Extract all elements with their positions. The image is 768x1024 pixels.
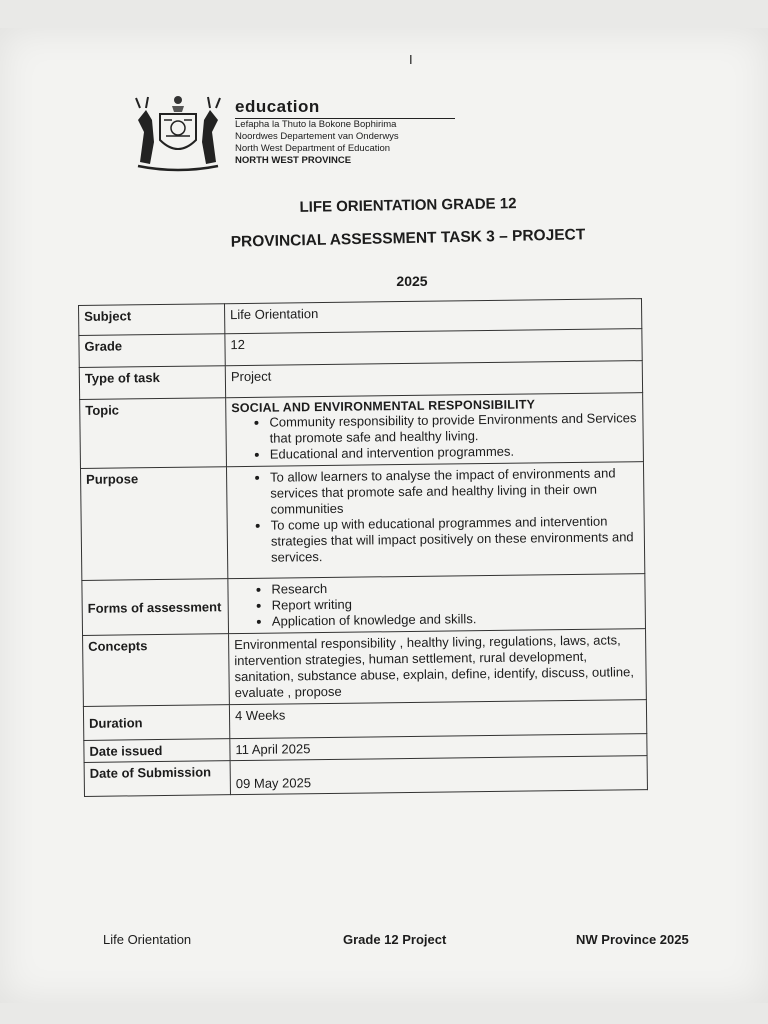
footer-subject: Life Orientation	[103, 932, 192, 947]
list-item: • Research	[271, 577, 639, 597]
table-row	[80, 393, 644, 469]
list-item: • Report writing	[272, 593, 640, 613]
list-item: • To come up with educational programmes and intervention strategies that will impact positively on these environments and services.	[271, 513, 640, 565]
row-value	[226, 393, 644, 467]
table-row	[84, 756, 647, 797]
department-line: North West Department of Education	[235, 143, 391, 154]
row-value: Project	[225, 361, 642, 398]
list-item: • Educational and intervention programmes.	[270, 442, 638, 462]
document-subtitle: PROVINCIAL ASSESSMENT TASK 3 – PROJECT	[230, 226, 586, 251]
row-value: 4 Weeks	[229, 700, 646, 739]
department-line: Noordwes Departement van Onderwys	[235, 131, 399, 142]
row-label: Duration	[83, 705, 229, 741]
list-item: • Community responsibility to provide Environments and Services that promote safe and healthy living.	[269, 410, 637, 446]
row-value: 09 May 2025	[230, 756, 647, 795]
purpose-list	[232, 465, 639, 566]
footer-province: NW Province 2025	[576, 932, 689, 947]
row-label: Type of task	[79, 366, 225, 400]
topic-heading: SOCIAL AND ENVIRONMENTAL RESPONSIBILITY	[231, 397, 536, 416]
list-item: • To allow learners to analyse the impact of environments and services that promote safe and healthy living in their own communities	[270, 465, 639, 517]
department-block	[235, 97, 455, 167]
row-value	[226, 462, 644, 579]
row-value: 11 April 2025	[230, 734, 647, 761]
footer-title: Grade 12 Project	[343, 932, 447, 947]
row-value: Life Orientation	[224, 299, 641, 334]
row-value	[228, 574, 646, 634]
coat-of-arms-icon	[132, 92, 224, 172]
row-value: Environmental responsibility , healthy living, regulations, laws, acts, intervention strategies, human settlement, rural development, sanitation, substance abuse, explain, define, identify, discuss, outline, evaluate , propose	[229, 629, 647, 705]
topic-list	[231, 410, 638, 463]
table-row	[83, 629, 647, 707]
forms-list	[233, 577, 640, 630]
page-number: I	[409, 52, 413, 67]
row-label: Date issued	[84, 739, 230, 763]
row-label: Topic	[80, 398, 227, 469]
row-label: Concepts	[83, 634, 230, 707]
task-info-table	[78, 298, 648, 797]
row-label: Forms of assessment	[82, 579, 229, 636]
list-item: • Application of knowledge and skills.	[272, 609, 640, 629]
document-year: 2025	[396, 273, 428, 289]
document-title: LIFE ORIENTATION GRADE 12	[299, 195, 517, 216]
department-name: education	[235, 97, 455, 119]
row-label: Subject	[79, 304, 225, 336]
letterhead	[132, 92, 462, 177]
row-label: Purpose	[80, 467, 227, 581]
department-line: Lefapha la Thuto la Bokone Bophirima	[235, 119, 397, 130]
row-value: 12	[225, 329, 642, 366]
province-name: NORTH WEST PROVINCE	[235, 155, 352, 166]
row-label: Grade	[79, 334, 225, 368]
table-row	[82, 574, 646, 636]
row-label: Date of Submission	[84, 761, 230, 797]
table-row	[80, 462, 644, 581]
